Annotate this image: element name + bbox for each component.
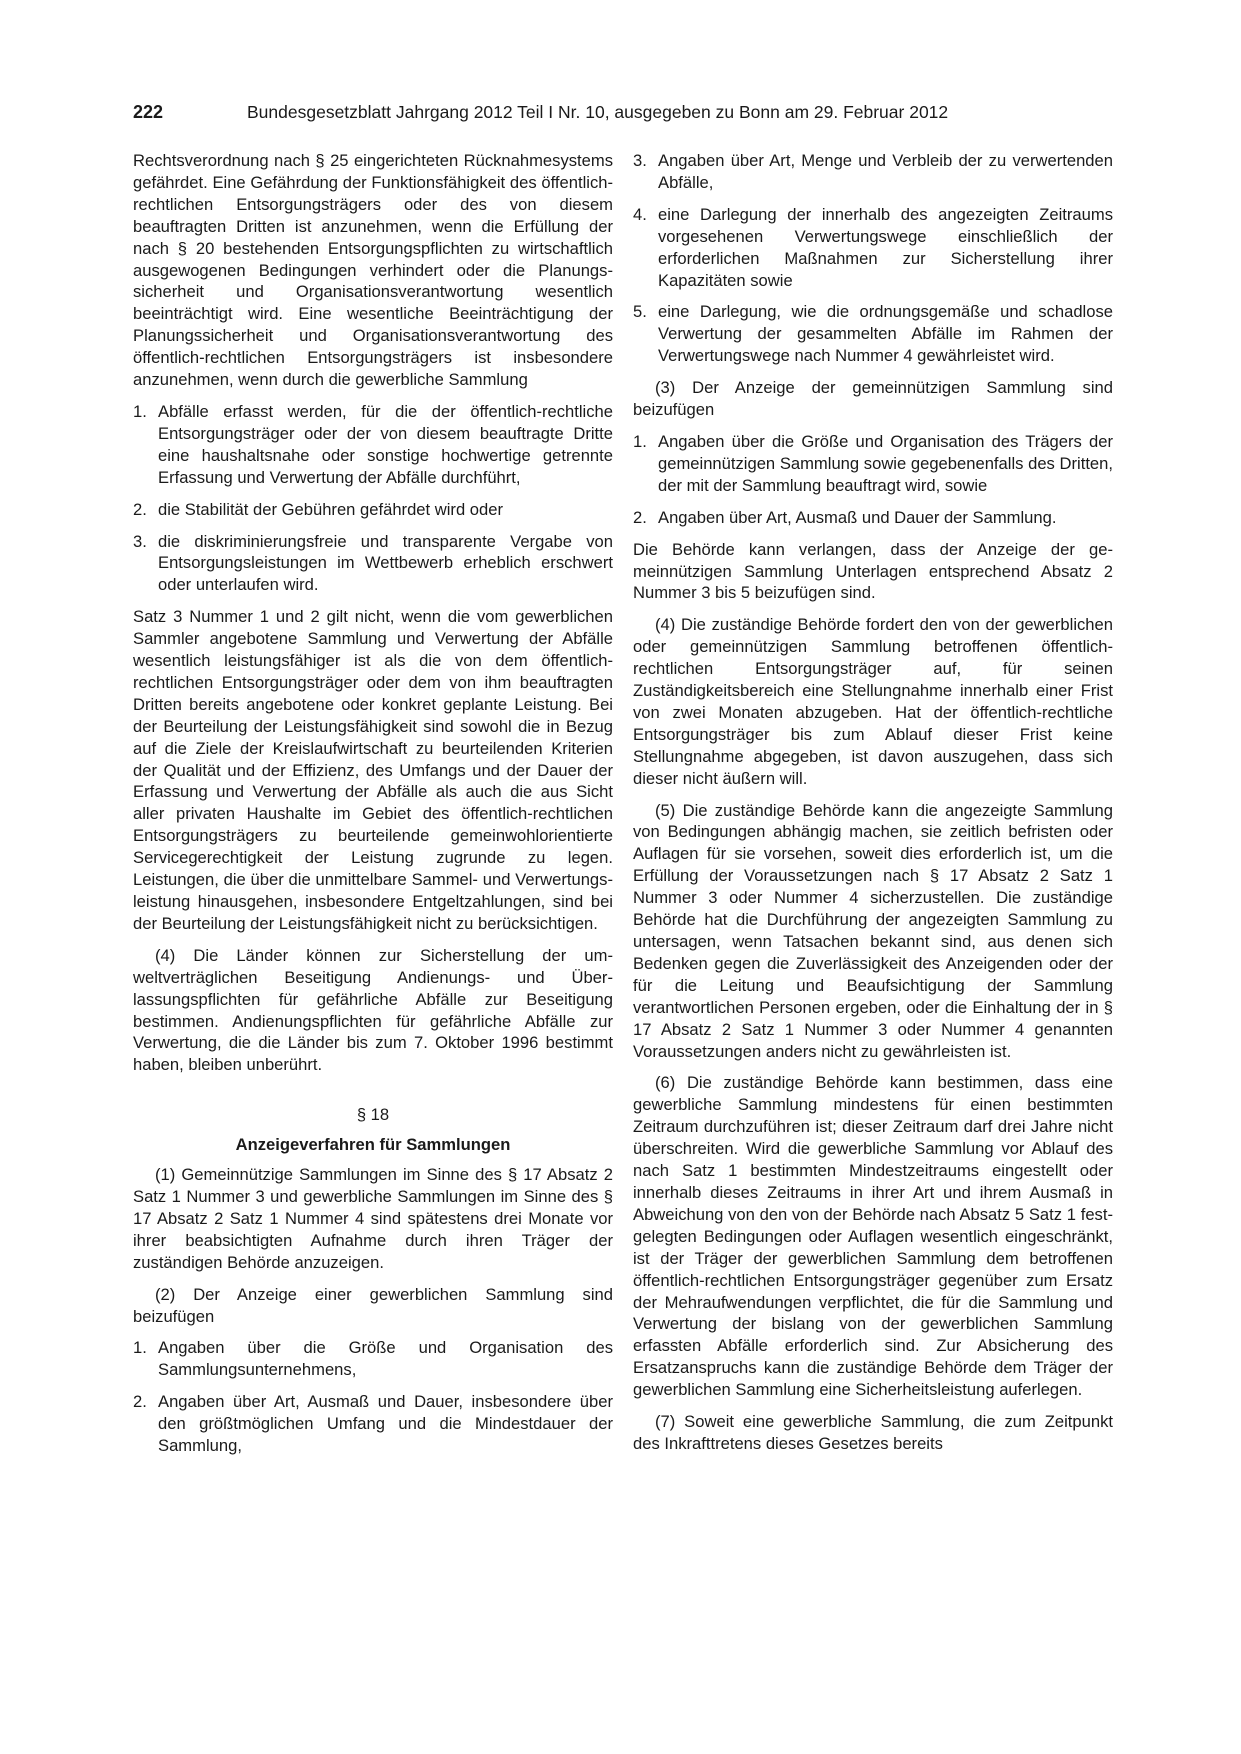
- paragraph: Rechtsverordnung nach § 25 eingerichteten Rücknahmesystems gefährdet. Eine Gefährdung der Funktionsfähigkeit des öffentlich-rechtlichen Entsorgungsträgers oder des von diesem beauftragten Dritten ist anzunehmen, wenn die Erfüllung der nach § 20 bestehenden Entsorgungspflichten zu wirtschaftlich ausgewogenen Bedingungen verhindert oder die Planungssicherheit und Organisationsverantwortung wesentlich beeinträchtigt wird. Eine wesentliche Beeinträchtigung der Planungssicherheit und Organisationsverantwortung des öffentlich-rechtlichen Entsorgungsträgers ist insbesondere anzunehmen, wenn durch die gewerbliche Sammlung: [133, 151, 613, 390]
- list-item-text: Angaben über die Größe und Organisation des Sammlungsunternehmens,: [158, 1338, 613, 1380]
- list-number: 5.: [633, 302, 647, 322]
- list-item: [633, 150, 1113, 194]
- right-column: [633, 150, 1113, 1465]
- list-item: [633, 204, 1113, 292]
- numbered-list: [133, 401, 613, 596]
- list-item-text: eine Darlegung, wie die ordnungsgemäße und schadlose Verwertung der gesammelten Abfälle im Rahmen der Verwertungswege nach Nummer 4 gewährleistet wird.: [658, 302, 1113, 366]
- left-column: [133, 150, 613, 1467]
- list-item-text: Angaben über Art, Ausmaß und Dauer, insbesondere über den größtmöglichen Umfang und die Mindestdauer der Sammlung,: [158, 1392, 613, 1456]
- list-item-text: die Stabilität der Gebühren gefährdet wird oder: [158, 499, 503, 519]
- numbered-list: [633, 431, 1113, 529]
- list-item: [133, 499, 613, 521]
- list-item: [133, 531, 613, 597]
- list-item: [633, 431, 1113, 497]
- list-number: 1.: [633, 431, 647, 451]
- running-title: Bundesgesetzblatt Jahrgang 2012 Teil I Nr. 10, ausgegeben zu Bonn am 29. Februar 2012: [247, 102, 949, 122]
- paragraph: (1) Gemeinnützige Sammlungen im Sinne des § 17 Absatz 2 Satz 1 Nummer 3 und gewerbliche Sammlungen im Sinne des § 17 Absatz 2 Satz 1 Nummer 4 sind spätestens drei Monate vor ihrer beabsichtigten Aufnahme durch ihren Träger der zuständigen Behörde anzuzeigen.: [133, 1165, 613, 1272]
- list-item-text: Angaben über Art, Ausmaß und Dauer der Sammlung.: [658, 507, 1057, 527]
- list-number: 3.: [133, 531, 147, 551]
- list-number: 2.: [133, 499, 147, 519]
- list-number: 2.: [633, 507, 647, 527]
- list-item-text: Abfälle erfasst werden, für die der öffentlich-rechtliche Entsorgungsträger oder der von diesem beauftragte Dritte eine haushaltsnahe oder sonstige hochwertige getrennte Erfassung und Verwertung der Abfälle durchführt,: [158, 401, 613, 487]
- list-item: [133, 401, 613, 489]
- paragraph: Satz 3 Nummer 1 und 2 gilt nicht, wenn die vom gewerblichen Sammler angebotene Sammlung und Verwertung der Abfälle wesentlich leistungsfähiger ist als die von dem öffentlich-rechtlichen Entsorgungsträger oder dem von ihm beauftragten Dritten bereits angebotene oder konkret geplante Leistung. Bei der Beurteilung der Leistungsfähigkeit sind sowohl die in Bezug auf die Ziele der Kreislaufwirtschaft zu beurteilenden Kriterien der Qualität und der Effizienz, des Umfangs und der Dauer der Erfassung und Verwertung der Abfälle als auch die aus Sicht aller privaten Haushalte im Gebiet des öffentlich-rechtlichen Entsorgungsträgers zu beurteilende gemeinwohlorientierte Servicegerechtigkeit der Leistung zugrunde zu legen. Leistungen, die über die unmittelbare Sammel- und Verwertungsleistung hinausgehen, insbesondere Entgeltzahlungen, sind bei der Beurteilung der Leistungsfähigkeit nicht zu berücksichtigen.: [133, 607, 613, 933]
- paragraph: (5) Die zuständige Behörde kann die angezeigte Sammlung von Bedingungen abhängig machen, sie zeitlich befristen oder Auflagen für sie vorsehen, soweit dies erforderlich ist, um die Erfüllung der Voraussetzungen nach § 17 Absatz 2 Satz 1 Nummer 3 oder Nummer 4 sicherzustellen. Die zuständige Behörde hat die Durchführung der angezeigten Sammlung zu untersagen, wenn Tatsachen bekannt sind, aus denen sich Bedenken gegen die Zuverlässigkeit des Anzeigenden oder der für die Leitung und Beaufsichtigung der Sammlung verantwortlichen Personen ergeben, oder die Einhaltung der in § 17 Absatz 2 Satz 1 Nummer 3 oder Nummer 4 genannten Voraussetzungen anders nicht zu gewährleisten ist.: [633, 800, 1113, 1061]
- page-number: 222: [133, 102, 164, 122]
- list-item: [133, 1391, 613, 1457]
- numbered-list: [633, 150, 1113, 367]
- list-item: [633, 301, 1113, 367]
- page-header: [133, 100, 1113, 124]
- paragraph: (6) Die zuständige Behörde kann bestimmen, dass eine gewerbliche Sammlung mindestens für einen bestimmten Zeitraum durchzuführen ist; dieser Zeitraum darf drei Jahre nicht überschreiten. Wird die gewerbliche Sammlung vor Ablauf des nach Satz 1 bestimmten Mindestzeitraums eingestellt oder innerhalb dieses Zeitraums in ihrer Art und ihrem Ausmaß in Abweichung von den von der Behörde nach Absatz 5 Satz 1 festgelegten Bedingungen oder Auflagen wesentlich eingeschränkt, ist der Träger der gewerblichen Sammlung dem betroffenen öffentlich-rechtlichen Entsorgungsträger gegenüber zum Ersatz der Mehraufwendungen verpflichtet, die für die Sammlung und Verwertung der bislang von der gewerblichen Sammlung erfassten Abfälle erforderlich sind. Zur Absicherung des Ersatzanspruchs kann die zuständige Behörde dem Träger der gewerblichen Sammlung eine Sicherheitsleistung auferlegen.: [633, 1073, 1113, 1400]
- list-number: 2.: [133, 1392, 147, 1412]
- list-item-text: Angaben über die Größe und Organisation des Trägers der gemeinnützigen Sammlung sowie gegebenenfalls des Dritten, der mit der Sammlung beauftragt wird, sowie: [658, 431, 1113, 495]
- paragraph: (4) Die zuständige Behörde fordert den von der gewerblichen oder gemeinnützigen Sammlung betroffenen öffentlich-rechtlichen Entsorgungsträger auf, für seinen Zuständigkeitsbereich eine Stellungnahme innerhalb einer Frist von zwei Monaten abzugeben. Hat der öffentlich-rechtliche Entsorgungsträger bis zum Ablauf dieser Frist keine Stellungnahme abgegeben, ist davon auszugehen, dass sich dieser nicht äußern will.: [633, 615, 1113, 788]
- list-number: 1.: [133, 1338, 147, 1358]
- paragraph: (4) Die Länder können zur Sicherstellung der umweltverträglichen Beseitigung Andienungs- und Überlassungspflichten für gefährliche Abfälle zur Beseitigung bestimmen. Andienungspflichten für gefährliche Abfälle zur Verwertung, die die Länder bis zum 7. Oktober 1996 bestimmt haben, bleiben unberührt.: [133, 945, 613, 1075]
- paragraph: (2) Der Anzeige einer gewerblichen Sammlung sind beizufügen: [133, 1284, 613, 1326]
- list-item: [133, 1337, 613, 1381]
- list-number: 4.: [633, 204, 647, 224]
- section-number: § 18: [356, 1105, 390, 1125]
- paragraph: (3) Der Anzeige der gemeinnützigen Sammlung sind beizufügen: [633, 378, 1113, 420]
- numbered-list: [133, 1337, 613, 1457]
- paragraph: Die Behörde kann verlangen, dass der Anzeige der gemeinnützigen Sammlung Unterlagen entsprechend Absatz 2 Nummer 3 bis 5 beizufügen sind.: [633, 539, 1113, 603]
- list-item-text: eine Darlegung der innerhalb des angezeigten Zeitraums vorgesehenen Verwertungswege einschließlich der erforderlichen Maßnahmen zur Sicherstellung ihrer Kapazitäten sowie: [658, 204, 1113, 290]
- list-item-text: die diskriminierungsfreie und transparente Vergabe von Entsorgungsleistungen im Wettbewerb erheblich erschwert oder unterlaufen wird.: [158, 531, 613, 595]
- list-item: [633, 507, 1113, 529]
- paragraph: (7) Soweit eine gewerbliche Sammlung, die zum Zeitpunkt des Inkrafttretens dieses Gesetzes bereits: [633, 1412, 1113, 1453]
- list-item-text: Angaben über Art, Menge und Verbleib der zu verwertenden Abfälle,: [658, 151, 1113, 192]
- section-title: Anzeigeverfahren für Sammlungen: [235, 1135, 511, 1155]
- list-number: 1.: [133, 401, 147, 421]
- list-number: 3.: [633, 151, 647, 170]
